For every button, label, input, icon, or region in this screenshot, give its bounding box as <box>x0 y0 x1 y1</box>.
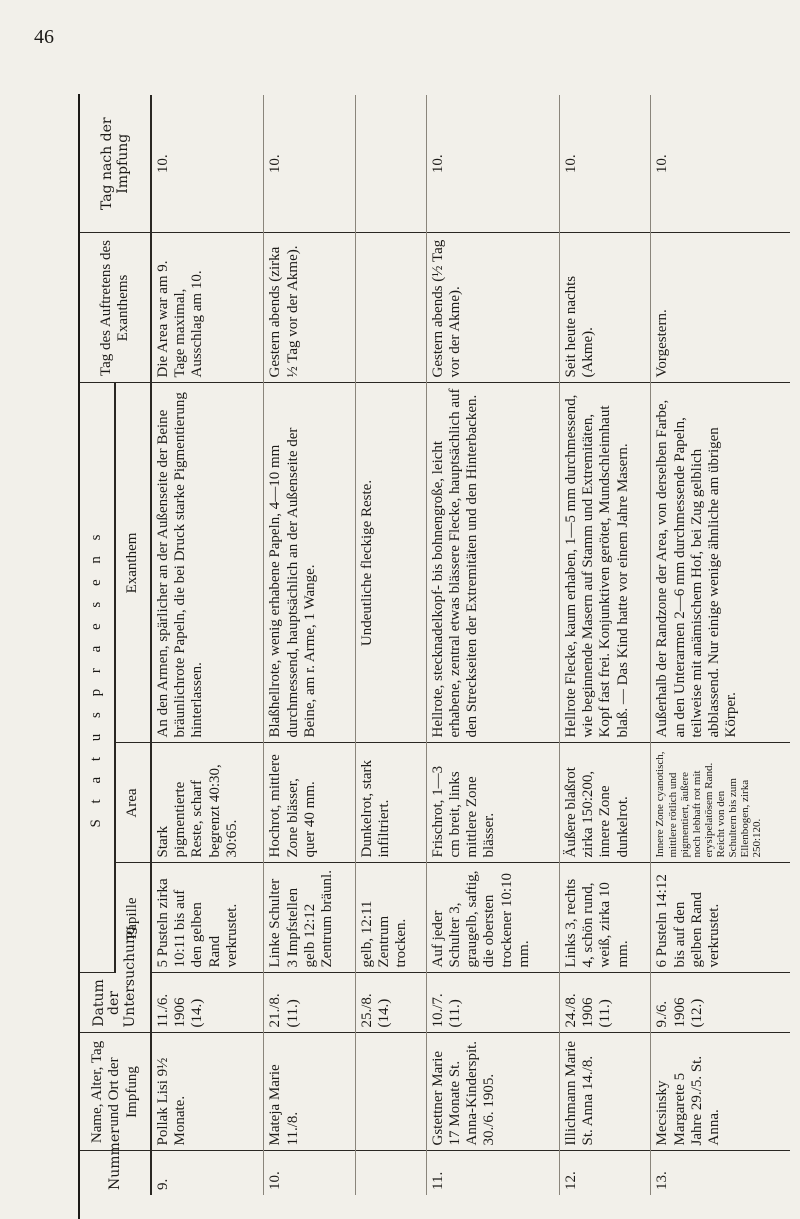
header-datum: Datum der Untersuchung <box>80 973 151 1033</box>
cell-datum: 25./8. (14.) <box>355 973 426 1033</box>
cell-exanthem: Hellrote Flecke, kaum erhaben, 1—5 mm durchmessend, wie beginnende Masern auf Stamm und Extremitäten, Kopf fast frei. Konjunktiven gerötet, Mundschleimhaut blaß. — Das Kind hatte vor einem Jahre Masern. <box>559 383 651 743</box>
cell-area: Dunkelrot, stark infiltriert. <box>355 743 426 863</box>
cell-papille: gelb, 12:11 Zentrum trocken. <box>355 863 426 973</box>
cell-name: Mecsinsky Margarete 5 Jahre 29./5. St. Anna. <box>651 1033 790 1151</box>
header-exanthem: Exanthem <box>115 383 151 743</box>
cell-datum: 9./6. 1906 (12.) <box>651 973 790 1033</box>
cell-auftreten: Seit heute nachts (Akme). <box>559 233 651 383</box>
header-nummer: Nummer <box>80 1151 151 1195</box>
cell-name: Illichmann Marie St. Anna 14./8. <box>559 1033 651 1151</box>
header-papille: Papille <box>115 863 151 973</box>
cell-nummer: 10. <box>264 1151 356 1195</box>
header-area: Area <box>115 743 151 863</box>
status-table <box>80 95 790 1195</box>
cell-nummer: 11. <box>426 1151 559 1195</box>
table-row <box>355 95 426 1195</box>
cell-papille: 6 Pusteln 14:12 bis auf den gelben Rand verkrustet. <box>651 863 790 973</box>
cell-auftreten: Gestern abends (zirka ½ Tag vor der Akme). <box>264 233 356 383</box>
cell-papille: 5 Pusteln zirka 10:11 bis auf den gelben Rand verkrustet. <box>151 863 264 973</box>
cell-papille: Links 3, rechts 4, schön rund, weiß, zirka 10 mm. <box>559 863 651 973</box>
cell-exanthem: An den Armen, spärlicher an der Außenseite der Beine bräunlichrote Papeln, die bei Druck starke Pigmentierung hinterlassen. <box>151 383 264 743</box>
cell-name: Pollak Lisi 9½ Monate. <box>151 1033 264 1151</box>
cell-auftreten: Vorgestern. <box>651 233 790 383</box>
cell-exanthem: Undeutliche fleckige Reste. <box>355 383 426 743</box>
cell-tag: 10. <box>559 95 651 233</box>
rotated-table-container <box>80 95 790 1195</box>
header-auftreten: Tag des Auftretens des Exanthems <box>80 233 151 383</box>
cell-area: Frischrot, 1—3 cm breit, links mittlere Zone blässer. <box>426 743 559 863</box>
cell-datum: 24./8. 1906 (11.) <box>559 973 651 1033</box>
cell-papille: Linke Schulter 3 Impfstellen gelb 12:12 Zentrum bräunl. <box>264 863 356 973</box>
cell-auftreten <box>355 233 426 383</box>
cell-exanthem: Hellrote, stecknadelkopf- bis bohnengroße, leicht erhabene, zentral etwas blässere Flecke, hauptsächlich auf den Streckseiten der Extremitäten und den Hinterbacken. <box>426 383 559 743</box>
cell-name: Gstettner Marie 17 Monate St. Anna-Kinderspit. 30./6. 1905. <box>426 1033 559 1151</box>
cell-exanthem: Außerhalb der Randzone der Area, von derselben Farbe, an den Unterarmen 2—6 mm durchmessende Papeln, teilweise mit anämischem Hof, bei Zug gelblich abblassend. Nur einige wenige ähnliche am übrigen Körper. <box>651 383 790 743</box>
header-name: Name, Alter, Tag und Ort der Impfung <box>80 1033 151 1151</box>
cell-auftreten: Die Area war am 9. Tage maximal, Ausschlag am 10. <box>151 233 264 383</box>
cell-papille: Auf jeder Schulter 3, graugelb, saftig, die obersten trockener 10:10 mm. <box>426 863 559 973</box>
cell-datum: 21./8. (11.) <box>264 973 356 1033</box>
cell-tag: 10. <box>426 95 559 233</box>
cell-nummer: 9. <box>151 1151 264 1195</box>
cell-tag <box>355 95 426 233</box>
cell-datum: 11./6. 1906 (14.) <box>151 973 264 1033</box>
page-number: 46 <box>34 26 54 48</box>
cell-exanthem: Blaßhellrote, wenig erhabene Papeln, 4—10 mm durchmessend, hauptsächlich an der Außenseite der Beine, am r. Arme, 1 Wange. <box>264 383 356 743</box>
cell-datum: 10./7. (11.) <box>426 973 559 1033</box>
cell-nummer <box>355 1151 426 1195</box>
header-tag-impfung: Tag nach der Impfung <box>80 95 151 233</box>
cell-tag: 10. <box>264 95 356 233</box>
cell-nummer: 13. <box>654 1171 671 1190</box>
header-status: S t a t u s p r a e s e n s <box>80 383 115 973</box>
table-row <box>426 95 559 1195</box>
cell-area: Hochrot, mittlere Zone blässer, quer 40 mm. <box>264 743 356 863</box>
cell-name: Mateja Marie 11./8. <box>264 1033 356 1151</box>
cell-area: Äußere blaßrot zirka 150:200, innere Zone dunkelrot. <box>559 743 651 863</box>
cell-tag: 10. <box>151 95 264 233</box>
table-row <box>651 95 790 1195</box>
cell-auftreten: Gestern abends (½ Tag vor der Akme). <box>426 233 559 383</box>
cell-nummer: 12. <box>559 1151 651 1195</box>
table-row <box>559 95 651 1195</box>
table-row <box>151 95 264 1195</box>
table-row <box>264 95 356 1195</box>
cell-area: Innere Zone cyanotisch, mittlere rötlich und pigmentiert, äußere noch lebhaft rot mit erysipelatösem Rand. Reicht von den Schultern bis zum Ellenbogen, zirka 250:120. <box>651 743 790 863</box>
cell-tag: 10. <box>651 95 790 233</box>
cell-area: Stark pigmentierte Reste, scharf begrenzt 40:30, 30:65. <box>151 743 264 863</box>
cell-name <box>355 1033 426 1151</box>
